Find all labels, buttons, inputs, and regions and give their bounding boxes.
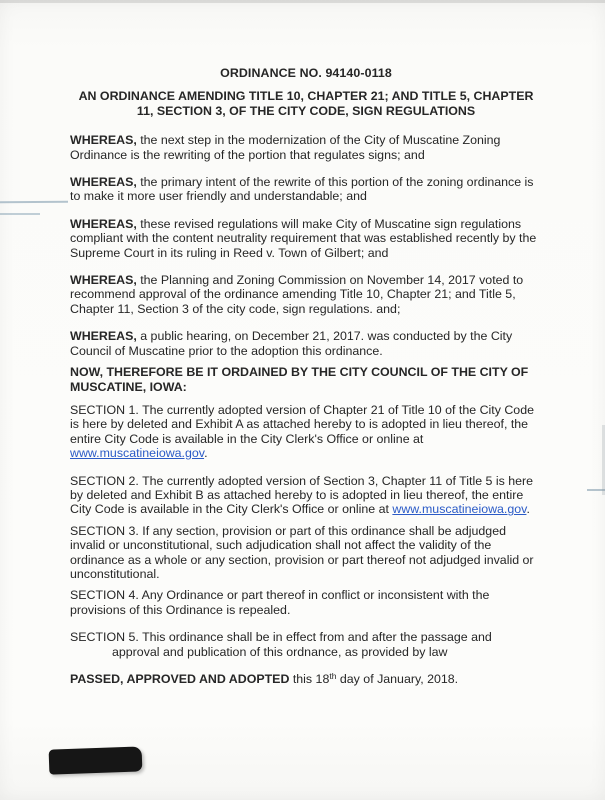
whereas-lead: WHEREAS,: [70, 329, 137, 344]
section-tail: .: [204, 446, 208, 461]
section-4: SECTION 4. Any Ordinance or part thereof in conflict or inconsistent with the provisions of this Ordinance is repealed.: [70, 588, 490, 617]
whereas-text: a public hearing, on December 21, 2017. was conducted by the City Council of Muscatine prior to the adoption this ordinance.: [70, 329, 513, 358]
section-1: [70, 403, 542, 461]
document-content: [70, 66, 542, 699]
whereas-lead: WHEREAS,: [70, 175, 137, 190]
section-5: SECTION 5. This ordinance shall be in effect from and after the passage and approval and publication of this ordnance, as provided by law: [70, 630, 492, 659]
muscatineiowa-link-2[interactable]: www.muscatineiowa.gov: [392, 502, 527, 517]
section-3: SECTION 3. If any section, provision or part of this ordinance shall be adjudged invalid or unconstitutional, such adjudication shall not affect the validity of the ordinance as a whole or any section, provision or part thereof not adjudged invalid or unconstitutional.: [70, 523, 534, 581]
passed-line: [70, 672, 542, 686]
ordained-heading: NOW, THEREFORE BE IT ORDAINED BY THE CITY COUNCIL OF THE CITY OF MUSCATINE, IOWA:: [70, 365, 529, 394]
passed-tail: day of January, 2018.: [336, 672, 459, 686]
muscatineiowa-link-1[interactable]: www.muscatineiowa.gov: [70, 446, 205, 461]
section-text: SECTION 2. The currently adopted version of Section 3, Chapter 11 of Title 5 is here by deleted and Exhibit B as attached hereby to is adopted in lieu thereof, the entire City Code is available in the City Clerk's Office or online at: [70, 473, 534, 517]
whereas-clause-1: [70, 133, 542, 162]
scan-artifact-ink-blob: [49, 746, 143, 774]
whereas-clause-5: [70, 329, 542, 358]
ordinance-number: ORDINANCE NO. 94140-0118: [220, 66, 392, 80]
whereas-clause-2: [70, 175, 542, 204]
whereas-clause-3: [70, 217, 542, 260]
section-2: [70, 474, 542, 517]
passed-lead: PASSED, APPROVED AND ADOPTED: [70, 672, 290, 686]
whereas-clause-4: [70, 273, 542, 316]
section-tail: .: [526, 502, 530, 517]
whereas-text: the Planning and Zoning Commission on November 14, 2017 voted to recommend approval of the ordinance amending Title 10, Chapter 21; and Title 5, Chapter 11, Section 3 of the city code, sign regulations. and;: [70, 273, 524, 316]
passed-ordinal-suffix: th: [329, 671, 337, 681]
whereas-text: the next step in the modernization of the City of Muscatine Zoning Ordinance is the rewriting of the portion that regulates signs; and: [70, 133, 501, 162]
scan-artifact-line-left-1: [0, 201, 68, 204]
whereas-lead: WHEREAS,: [70, 273, 137, 288]
section-text: SECTION 1. The currently adopted version of Chapter 21 of Title 10 of the City Code is here by deleted and Exhibit A as attached hereby to is adopted in lieu thereof, the entire City Code is available in the City Clerk's Office or online at: [70, 402, 534, 446]
whereas-text: the primary intent of the rewrite of this portion of the zoning ordinance is to make it more user friendly and understandable; and: [70, 175, 534, 204]
document-title: AN ORDINANCE AMENDING TITLE 10, CHAPTER 21; AND TITLE 5, CHAPTER 11, SECTION 3, OF THE CITY CODE, SIGN REGULATIONS: [78, 89, 534, 118]
scan-edge-shadow: [0, 0, 605, 3]
scan-artifact-line-left-2: [0, 213, 40, 215]
whereas-text: these revised regulations will make City of Muscatine sign regulations compliant with the content neutrality requirement that was established recently by the Supreme Court in its ruling in Reed v. Town of Gilbert; and: [70, 216, 537, 260]
passed-mid: this 18: [289, 672, 330, 686]
whereas-lead: WHEREAS,: [70, 216, 137, 231]
scan-artifact-line-right: [587, 489, 605, 491]
whereas-lead: WHEREAS,: [70, 133, 137, 148]
